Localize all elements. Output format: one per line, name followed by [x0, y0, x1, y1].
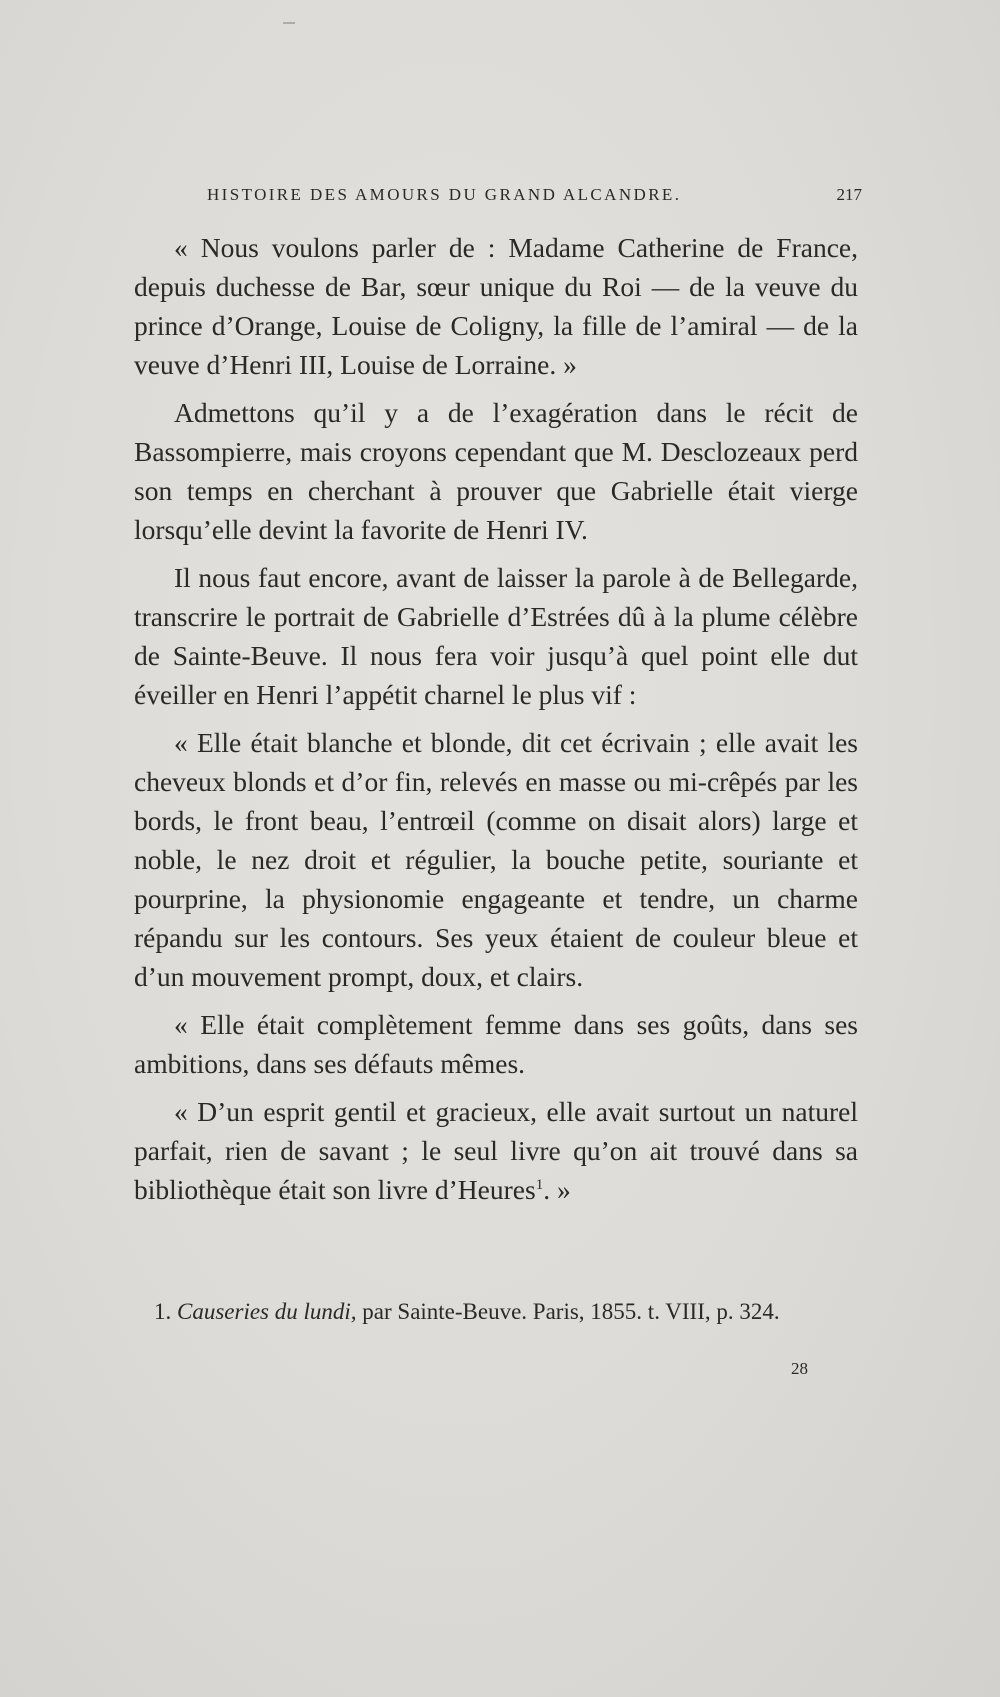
main-text [134, 228, 858, 1218]
paragraph: « Nous voulons parler de : Madame Catherine de France, depuis duchesse de Bar, sœur unique du Roi — de la veuve du prince d’Orange, Louise de Coligny, la fille de l’amiral — de la veuve d’Henri III, Louise de Lorraine. » [134, 232, 858, 380]
footnote-number: 1. [154, 1299, 172, 1324]
footnote-title: Causeries du lundi, [177, 1299, 357, 1324]
paragraph: Admettons qu’il y a de l’exagération dans le récit de Bassompierre, mais croyons cependant que M. Desclozeaux perd son temps en cherchant à prouver que Gabrielle était vierge lorsqu’elle devint la favorite de Henri IV. [134, 397, 858, 545]
ink-speck [283, 22, 295, 24]
paragraph-ending: . » [543, 1174, 571, 1205]
page-number: 217 [836, 185, 862, 204]
signature-mark: 28 [791, 1359, 808, 1378]
running-title: HISTOIRE DES AMOURS DU GRAND ALCANDRE. [207, 185, 682, 204]
paragraph: Il nous faut encore, avant de laisser la parole à de Bellegarde, transcrire le portrait de Gabrielle d’Estrées dû à la plume célèbre de Sainte-Beuve. Il nous fera voir jusqu’à quel point elle dut éveiller en Henri l’appétit charnel le plus vif : [134, 562, 858, 710]
page-header [207, 185, 862, 215]
paragraph-last [134, 1092, 858, 1209]
paragraph: « Elle était blanche et blonde, dit cet écrivain ; elle avait les cheveux blonds et d’or fin, relevés en masse ou mi-crêpés par les bords, le front beau, l’entrœil (comme on disait alors) large et noble, le nez droit et régulier, la bouche petite, souriante et pourprine, la physionomie engageante et tendre, un charme répandu sur les contours. Ses yeux étaient de couleur bleue et d’un mouvement prompt, doux, et clairs. [134, 727, 858, 992]
footnote-reference: 1 [535, 1176, 544, 1193]
footnote [134, 1295, 860, 1328]
footnote-citation: par Sainte-Beuve. Paris, 1855. t. VIII, p. 324. [362, 1299, 780, 1324]
paragraph: « Elle était complètement femme dans ses goûts, dans ses ambitions, dans ses défauts mêmes. [134, 1009, 858, 1079]
paragraph-text: « D’un esprit gentil et gracieux, elle avait surtout un naturel parfait, rien de savant ; le seul livre qu’on ait trouvé dans sa bibliothèque était son livre d’Heures [134, 1096, 858, 1205]
